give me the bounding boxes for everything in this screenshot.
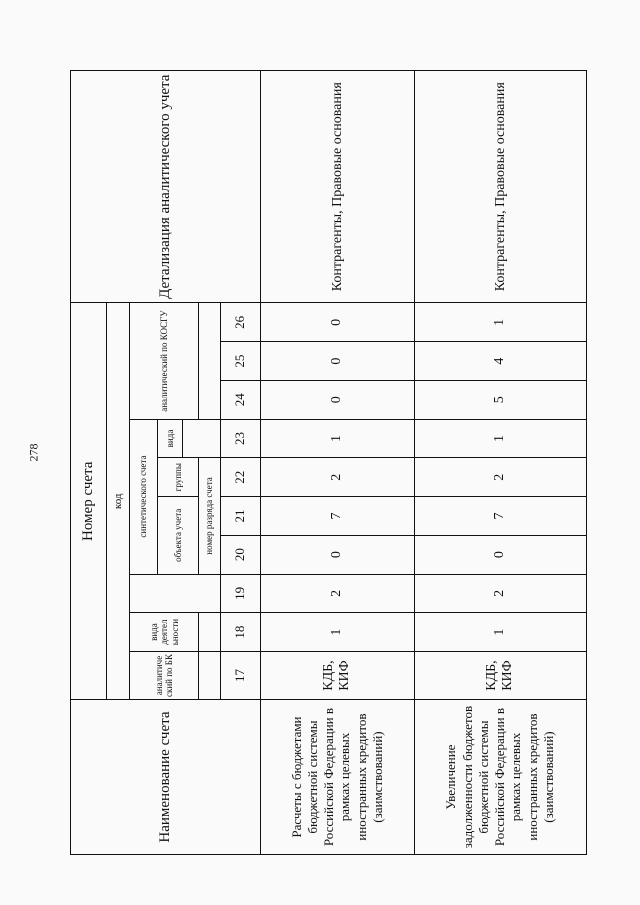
digit-19-value: 2 [261, 574, 414, 613]
header-account-name: Наименование счета [71, 700, 261, 855]
header-kind: вида [157, 419, 182, 458]
account-name: Расчеты с бюджетами бюджетной системы Российской Федерации в рамках целевых иностранных кредитов (заимствований) [261, 700, 414, 855]
digit-17: 17 [220, 651, 260, 699]
digit-22-value: 2 [261, 458, 414, 497]
account-name: Увеличение задолженности бюджетов бюджетной системы Российской Федерации в рамках целевых иностранных кредитов (заимствований) [414, 700, 586, 855]
digit-23-value: 1 [261, 419, 414, 458]
header-group: группы [157, 458, 199, 497]
table-row [414, 71, 586, 855]
digit-24-value: 5 [414, 380, 586, 419]
digit-19: 19 [220, 574, 260, 613]
page-number-text: 278 [26, 443, 41, 461]
digit-19-value: 2 [414, 574, 586, 613]
digit-26-value: 1 [414, 303, 586, 342]
accounts-table [70, 70, 587, 855]
digit-23: 23 [220, 419, 260, 458]
digit-18: 18 [220, 613, 260, 652]
digit-18-value: 1 [414, 613, 586, 652]
digit-21: 21 [220, 497, 260, 536]
digit-24-value: 0 [261, 380, 414, 419]
header-row-1 [71, 71, 107, 855]
digit-20: 20 [220, 535, 260, 574]
header-blank-17 [199, 651, 220, 699]
table-row [261, 71, 414, 855]
digit-22-value: 2 [414, 458, 586, 497]
header-code: код [106, 303, 130, 700]
page-number [22, 434, 46, 470]
header-detail: Детализация аналитического учета [71, 71, 261, 303]
digit-25-value: 4 [414, 342, 586, 381]
header-synthetic: синтетического счета [130, 419, 157, 574]
header-digit-number: номер разряда счета [199, 458, 220, 574]
digit-25-value: 0 [261, 342, 414, 381]
digit-21-value: 7 [414, 497, 586, 536]
header-blank-18 [199, 613, 220, 652]
digit-20-value: 0 [261, 535, 414, 574]
header-kosgu: аналитический по КОСГУ [130, 303, 199, 419]
header-activity-kind: вида деятел ьности [130, 613, 199, 652]
digit-18-value: 1 [261, 613, 414, 652]
digit-22: 22 [220, 458, 260, 497]
header-blank-kosgu [199, 303, 220, 419]
header-analytic-bk: аналитиче ский по БК [130, 651, 199, 699]
digit-20-value: 0 [414, 535, 586, 574]
analytic-bk-value: КДБ, КИФ [261, 651, 414, 699]
header-blank-19 [130, 574, 220, 613]
detail-value: Контрагенты, Правовые основания [261, 71, 414, 303]
header-object: объекта учета [157, 497, 199, 574]
digit-26-value: 0 [261, 303, 414, 342]
digit-25: 25 [220, 342, 260, 381]
rotated-table-container [70, 70, 587, 855]
digit-21-value: 7 [261, 497, 414, 536]
header-account-number: Номер счета [71, 303, 107, 700]
digit-23-value: 1 [414, 419, 586, 458]
header-blank-23 [182, 419, 220, 458]
detail-value: Контрагенты, Правовые основания [414, 71, 586, 303]
analytic-bk-value: КДБ, КИФ [414, 651, 586, 699]
digit-24: 24 [220, 380, 260, 419]
digit-26: 26 [220, 303, 260, 342]
